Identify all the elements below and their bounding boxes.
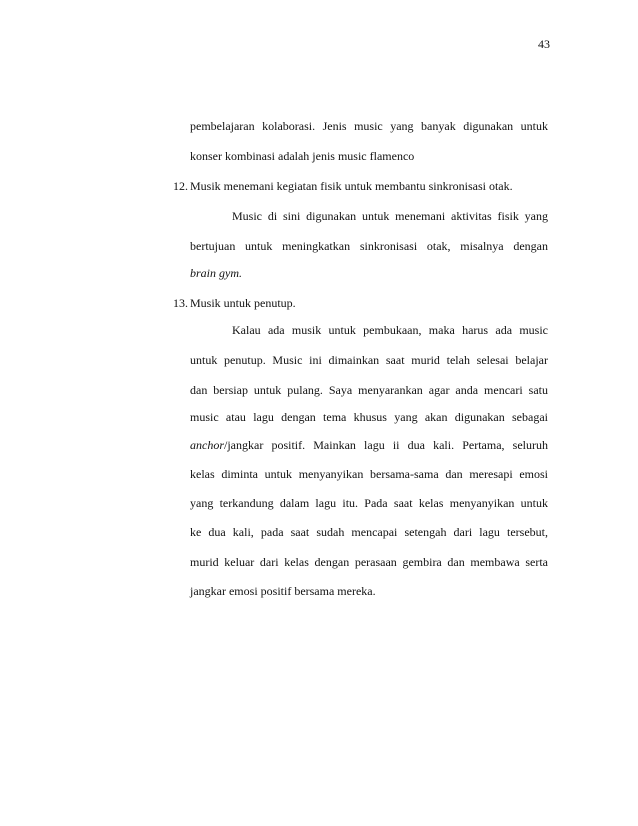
- text-line-16: murid keluar dari kelas dengan perasaan gembira dan membawa serta: [190, 555, 548, 569]
- text-line-9: untuk penutup. Music ini dimainkan saat murid telah selesai belajar: [190, 353, 548, 367]
- text-line-17: jangkar emosi positif bersama mereka.: [190, 584, 376, 598]
- list-number: 12.: [173, 179, 188, 193]
- text-line-1: pembelajaran kolaborasi. Jenis music yang banyak digunakan untuk: [190, 119, 548, 133]
- italic-term: brain gym.: [190, 266, 242, 280]
- line-12-text: /jangkar positif. Mainkan lagu ii dua kali. Pertama, seluruh: [224, 438, 548, 452]
- text-line-4: Music di sini digunakan untuk menemani aktivitas fisik yang: [232, 209, 548, 223]
- line-12-wrap: [190, 438, 548, 452]
- text-line-8: Kalau ada musik untuk pembukaan, maka harus ada music: [232, 323, 548, 337]
- text-line-12: [190, 438, 548, 452]
- italic-term: anchor: [190, 438, 224, 452]
- text-line-2: konser kombinasi adalah jenis music flamenco: [190, 149, 415, 163]
- text-line-11: music atau lagu dengan tema khusus yang akan digunakan sebagai: [190, 410, 548, 424]
- list-item-13: [173, 296, 296, 310]
- list-item-title: Musik menemani kegiatan fisik untuk membantu sinkronisasi otak.: [190, 179, 513, 193]
- text-line-10: dan bersiap untuk pulang. Saya menyarankan agar anda mencari satu: [190, 383, 548, 397]
- page-number: 43: [538, 37, 550, 51]
- text-line-6: [190, 266, 242, 280]
- list-number: 13.: [173, 296, 188, 310]
- list-item-12: [173, 179, 513, 193]
- text-line-14: yang terkandung dalam lagu itu. Pada saat kelas menyanyikan untuk: [190, 496, 548, 510]
- text-line-15: ke dua kali, pada saat sudah mencapai setengah dari lagu tersebut,: [190, 525, 548, 539]
- text-line-5: bertujuan untuk meningkatkan sinkronisasi otak, misalnya dengan: [190, 239, 548, 253]
- text-line-13: kelas diminta untuk menyanyikan bersama-sama dan meresapi emosi: [190, 467, 548, 481]
- list-item-title: Musik untuk penutup.: [190, 296, 296, 310]
